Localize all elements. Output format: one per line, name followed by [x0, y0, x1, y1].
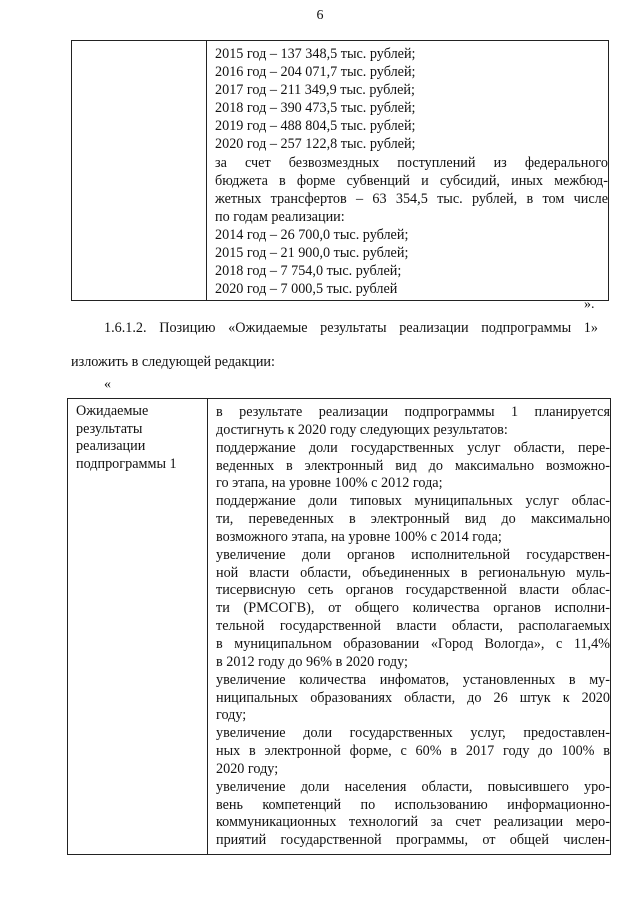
result-line: в результате реализации подпрограммы 1 планируется	[216, 404, 610, 420]
expected-results-label-cell	[68, 399, 208, 855]
label-line: подпрограммы 1	[76, 455, 177, 472]
result-line: ти (РМСОГВ), от общего количества органов исполни-	[216, 600, 610, 617]
result-line: году;	[216, 707, 247, 724]
opening-quote: «	[104, 377, 111, 392]
result-line: го этапа, на уровне 100% с 2012 года;	[216, 475, 443, 492]
result-line: веденных в электронный вид до максимально возможно-	[216, 457, 610, 474]
funding-line: 2020 год – 7 000,5 тыс. рублей	[215, 281, 398, 298]
result-line: увеличение количества инфоматов, установленных в му-	[216, 671, 610, 688]
page-number: 6	[316, 8, 324, 23]
result-line: ной власти области, объединенных в региональную муль-	[216, 564, 610, 581]
result-line: возможного этапа, на уровне 100% с 2014 года;	[216, 528, 502, 545]
funding-line: 2020 год – 257 122,8 тыс. рублей;	[215, 136, 416, 153]
result-line: тельной государственной власти области, располагаемых	[216, 618, 610, 635]
expected-results-table	[67, 398, 611, 855]
result-line: в муниципальном образовании «Город Вологда», с 11,4%	[216, 635, 610, 652]
paragraph-line-2: изложить в следующей редакции:	[71, 354, 275, 370]
result-line: вень компетенций по использованию информационно-	[216, 796, 610, 813]
funding-line: 2019 год – 488 804,5 тыс. рублей;	[215, 118, 416, 135]
label-line: реализации	[76, 438, 146, 455]
result-line: поддержание доли государственных услуг области, пере-	[216, 439, 610, 456]
funding-line: за счет безвозмездных поступлений из федерального	[215, 154, 608, 171]
funding-table	[71, 40, 609, 301]
label-line: Ожидаемые	[76, 403, 149, 419]
funding-line: 2018 год – 390 473,5 тыс. рублей;	[215, 100, 416, 117]
funding-table-left-cell	[72, 41, 207, 301]
result-line: ниципальных образованиях области, до 26 штук к 2020	[216, 689, 610, 706]
funding-line: 2014 год – 26 700,0 тыс. рублей;	[215, 226, 409, 243]
funding-line: бюджета в форме субвенций и субсидий, иных межбюд-	[215, 172, 608, 189]
result-line: увеличение доли государственных услуг, предоставлен-	[216, 725, 610, 742]
result-line: поддержание доли типовых муниципальных услуг облас-	[216, 493, 610, 510]
result-line: коммуникационных технологий за счет реализации меро-	[216, 814, 610, 831]
funding-line: жетных трансфертов – 63 354,5 тыс. рублей, в том числе	[215, 190, 608, 207]
paragraph-line-1: 1.6.1.2. Позицию «Ожидаемые результаты реализации подпрограммы 1»	[104, 320, 598, 336]
result-line: приятий государственной программы, от общей числен-	[216, 832, 610, 849]
result-line: в 2012 году до 96% в 2020 году;	[216, 653, 408, 670]
funding-line: 2018 год – 7 754,0 тыс. рублей;	[215, 263, 402, 280]
funding-line: 2015 год – 21 900,0 тыс. рублей;	[215, 245, 409, 262]
result-line: увеличение доли населения области, повысившего уро-	[216, 778, 610, 795]
result-line: 2020 году;	[216, 760, 279, 777]
expected-results-content-cell	[208, 399, 611, 855]
result-line: увеличение доли органов исполнительной государствен-	[216, 546, 610, 563]
funding-table-right-cell	[207, 41, 609, 301]
closing-quote: ».	[584, 297, 595, 312]
funding-line: 2016 год – 204 071,7 тыс. рублей;	[215, 64, 416, 81]
funding-line: 2015 год – 137 348,5 тыс. рублей;	[215, 46, 416, 62]
label-line: результаты	[76, 420, 143, 437]
result-line: тисервисную сеть органов государственной власти облас-	[216, 582, 610, 599]
funding-line: 2017 год – 211 349,9 тыс. рублей;	[215, 82, 415, 99]
result-line: ти, переведенных в электронный вид до максимально	[216, 511, 610, 528]
result-line: ных в электронной форме, с 60% в 2017 году до 100% в	[216, 743, 610, 760]
result-line: достигнуть к 2020 году следующих результатов:	[216, 421, 508, 438]
funding-line: по годам реализации:	[215, 208, 345, 225]
